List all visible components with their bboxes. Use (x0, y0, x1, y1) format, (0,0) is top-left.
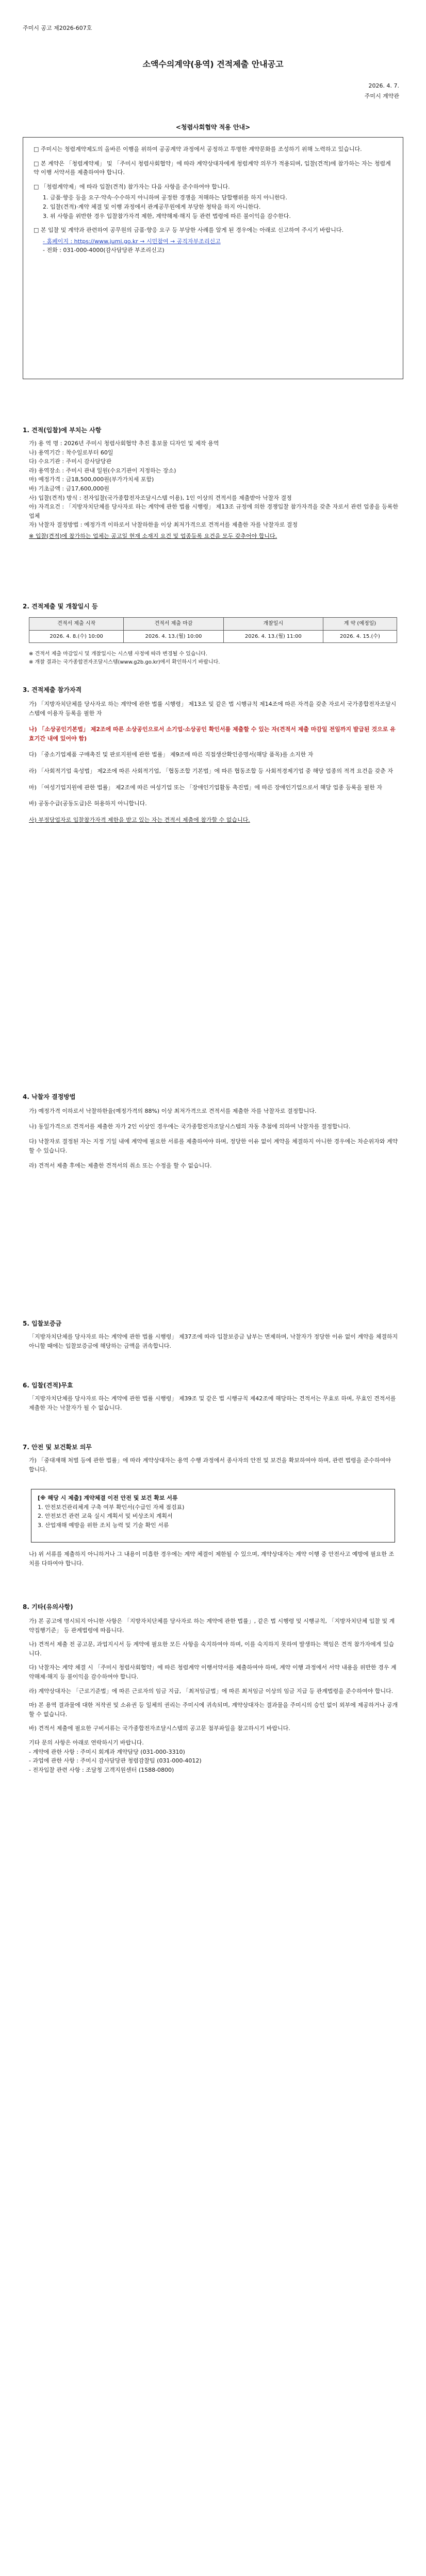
section8-para: 바) 견적서 제출에 필요한 구비서류는 국가종합전자조달시스템의 공고문 첨부파일을 참고하시기 바랍니다. (29, 1725, 290, 1732)
schedule-header: 견적서 제출 시작 (29, 618, 124, 631)
section4-body (29, 1107, 398, 1171)
section1-note: ※ 입찰(견적)에 참가하는 업체는 공고일 현재 소재지 요건 및 업종등록 요건을 모두 갖추어야 합니다. (29, 532, 277, 539)
applicability-subitem: 1. 금품·향응 등을 요구·약속·수수하지 아니하며 공정한 경쟁을 저해하는 담합행위를 하지 아니한다. (43, 194, 287, 201)
section7-after: 나) 위 서류를 제출하지 아니하거나 그 내용이 미흡한 경우에는 계약 체결이 제한될 수 있으며, 계약상대자는 계약 이행 중 안전사고 예방에 필요한 조치를 다하여야 합니다. (29, 1551, 395, 1567)
section1-item: 바) 기초금액 : 금17,600,000원 (29, 485, 109, 492)
section1-item: 가) 용 역 명 : 2026년 주미시 청렴사회협약 추진 홍보물 디자인 및 제작 용역 (29, 440, 219, 447)
section7-body: 가) 「중대재해 처벌 등에 관한 법률」에 따라 계약상대자는 용역 수행 과정에서 종사자의 안전 및 보건을 확보하여야 하며, 관련 법령을 준수하여야 합니다. (29, 1457, 391, 1473)
section5-body: 「지방자치단체를 당사자로 하는 계약에 관한 법률 시행령」 제37조에 따라 입찰보증금 납부는 면제하며, 낙찰자가 정당한 이유 없이 계약을 체결하지 아니할 때에는 입찰보증금에 해당하는 금액을 귀속합니다. (29, 1333, 398, 1349)
section5-heading: 5. 입찰보증금 (23, 1320, 62, 1327)
contact-line: - 전자입찰 관련 사항 : 조달청 고객지원센터 (1588-0800) (29, 1766, 174, 1773)
applicability-box (23, 137, 403, 379)
schedule-header: 개찰일시 (223, 618, 323, 631)
section4-heading: 4. 낙찰자 결정방법 (23, 1093, 76, 1100)
section1-item: 자) 낙찰자 결정방법 : 예정가격 이하로서 낙찰하한율 이상 최저가격으로 견적서를 제출한 자를 낙찰자로 결정 (29, 521, 298, 529)
section2-notes (29, 650, 397, 666)
section3-para: 마) 「여성기업지원에 관한 법률」 제2조에 따른 여성기업 또는 「장애인기업활동 촉진법」에 따른 장애인기업으로서 해당 업종 등록을 필한 자 (29, 784, 383, 791)
applicability-item: □ 본 계약은 「청렴계약제」 및 「주미시 청렴사회협약」에 따라 계약상대자에게 청렴계약 의무가 적용되며, 입찰(견적)에 참가하는 자는 청렴계약 이행 서약서를 제출하여야 합니다. (34, 160, 391, 176)
section1-item: 나) 용역기간 : 착수일로부터 60일 (29, 449, 113, 456)
applicability-subitem: 2. 입찰(견적)·계약 체결 및 이행 과정에서 관계공무원에게 부당한 청탁을 하지 아니한다. (43, 203, 261, 210)
section3-para: 가) 「지방자치단체를 당사자로 하는 계약에 관한 법률 시행령」 제13조 및 같은 법 시행규칙 제14조에 따른 자격을 갖춘 자로서 국가종합전자조달시스템에 이용자 등록을 필한 자 (29, 701, 397, 717)
schedule-header-row (29, 618, 397, 631)
section4-para: 다) 낙찰자로 결정된 자는 지정 기일 내에 계약에 필요한 서류를 제출하여야 하며, 정당한 이유 없이 계약을 체결하지 아니한 경우에는 차순위자와 계약할 수 있습니다. (29, 1138, 398, 1154)
schedule-table (29, 617, 397, 643)
section3-para: 사) 부정당업자로 입찰참가자격 제한을 받고 있는 자는 견적서 제출에 참가할 수 없습니다. (29, 816, 250, 823)
section8-para: 라) 계약상대자는 「근로기준법」에 따른 근로자의 임금 지급, 「최저임금법」에 따른 최저임금 이상의 임금 지급 등 관계법령을 준수하여야 합니다. (29, 1687, 394, 1694)
schedule-row (29, 630, 397, 643)
section1-heading: 1. 견적(입찰)에 부치는 사항 (23, 427, 102, 434)
schedule-header: 견적서 제출 마감 (124, 618, 223, 631)
safety-box-line: 3. 산업재해 예방을 위한 조치 능력 및 기술 확인 서류 (38, 1521, 169, 1529)
section3-body (29, 700, 398, 824)
report-homepage-link[interactable]: - 홈페이지 : https://www.jumi.go.kr → 시민참여 → 공직자부조리신고 (43, 238, 221, 245)
section2-note: ※ 견적서 제출 마감일시 및 개찰일시는 시스템 사정에 따라 변경될 수 있습니다. (29, 651, 207, 657)
section1-item: 라) 용역장소 : 주미시 관내 일원(수요기관이 지정하는 장소) (29, 467, 176, 474)
applicability-subitem: 3. 위 사항을 위반한 경우 입찰참가자격 제한, 계약해제·해지 등 관련 법령에 따른 불이익을 감수한다. (43, 212, 291, 219)
section8-heading: 8. 기타(유의사항) (23, 1603, 73, 1611)
report-phone: - 전화 : 031-000-4000(감사담당관 부조리신고) (43, 247, 165, 254)
section1-item: 마) 예정가격 : 금18,500,000원(부가가치세 포함) (29, 476, 154, 483)
section1-item: 다) 수요기관 : 주미시 감사담당관 (29, 458, 112, 465)
section2-heading: 2. 견적제출 및 개찰일시 등 (23, 603, 98, 610)
safety-box-line: 2. 안전보건 관련 교육 실시 계획서 및 비상조치 계획서 (38, 1513, 173, 1520)
schedule-header: 계 약 (예정일) (323, 618, 397, 631)
contact-line: - 계약에 관한 사항 : 주미시 회계과 계약담당 (031-000-3310) (29, 1748, 185, 1755)
applicability-heading: <청렴사회협약 적용 안내> (175, 124, 251, 131)
section1-item: 사) 입찰(견적) 방식 : 전자입찰(국가종합전자조달시스템 이용), 1인 이상의 견적서를 제출받아 낙찰자 결정 (29, 494, 292, 501)
applicability-item: □ 「청렴계약제」에 따라 입찰(견적) 참가자는 다음 사항을 준수하여야 합니다. (34, 183, 230, 190)
notice-date: 2026. 4. 7. (368, 82, 399, 89)
notice-number: 주미시 공고 제2026-607호 (23, 25, 92, 31)
section4-para: 가) 예정가격 이하로서 낙찰하한율(예정가격의 88%) 이상 최저가격으로 견적서를 제출한 자를 낙찰자로 결정합니다. (29, 1108, 317, 1114)
section8-body (29, 1617, 398, 1774)
section3-para: 라) 「사회적기업 육성법」 제2조에 따른 사회적기업, 「협동조합 기본법」에 따른 협동조합 등 사회적경제기업 중 해당 업종의 적격 요건을 갖춘 자 (29, 767, 394, 774)
section4-para: 나) 동일가격으로 견적서를 제출한 자가 2인 이상인 경우에는 국가종합전자조달시스템의 자동 추첨에 의하여 낙찰자를 결정합니다. (29, 1123, 351, 1130)
section8-para: 나) 견적서 제출 전 공고문, 과업지시서 등 계약에 필요한 모든 사항을 숙지하여야 하며, 이를 숙지하지 못하여 발생하는 책임은 견적 참가자에게 있습니다. (29, 1641, 395, 1657)
schedule-cell: 2026. 4. 13.(월) 10:00 (124, 630, 223, 643)
safety-box-line: 1. 안전보건관리체계 구축 여부 확인서(수급인 자체 점검표) (38, 1503, 185, 1511)
section1-body (29, 439, 400, 541)
applicability-item: □ 본 입찰 및 계약과 관련하여 공무원의 금품·향응 요구 등 부당한 사례를 알게 된 경우에는 아래로 신고하여 주시기 바랍니다. (34, 227, 343, 234)
section8-para: 가) 본 공고에 명시되지 아니한 사항은 「지방자치단체를 당사자로 하는 계약에 관한 법률」, 같은 법 시행령 및 시행규칙, 「지방자치단체 입찰 및 계약집행기준」 등 관계법령에 따릅니다. (29, 1618, 395, 1634)
section7-heading: 7. 안전 및 보건확보 의무 (23, 1444, 92, 1451)
notice-issuer: 주미시 계약관 (364, 93, 399, 99)
page-title: 소액수의계약(용역) 견적제출 안내공고 (142, 59, 284, 69)
schedule-cell: 2026. 4. 13.(월) 11:00 (223, 630, 323, 643)
section3-heading: 3. 견적제출 참가자격 (23, 686, 82, 693)
section4-para: 라) 견적서 제출 후에는 제출한 견적서의 취소 또는 수정을 할 수 없습니다. (29, 1162, 212, 1170)
safety-box-title: [※ 해당 시 제출] 계약체결 이전 안전 및 보건 확보 서류 (38, 1495, 178, 1501)
schedule-cell: 2026. 4. 15.(수) (323, 630, 397, 643)
section3-para: 나) 「소상공인기본법」 제2조에 따른 소상공인으로서 소기업·소상공인 확인서를 제출할 수 있는 자(견적서 제출 마감일 전일까지 발급된 것으로 유효기간 내에 있어야 함) (29, 726, 396, 742)
section8-para: 다) 낙찰자는 계약 체결 시 「주미시 청렴사회협약」에 따른 청렴계약 이행서약서를 제출하여야 하며, 계약 이행 과정에서 서약 내용을 위반한 경우 계약해제·해지 등 불이익을 감수하여야 합니다. (29, 1664, 397, 1680)
section6-heading: 6. 입찰(견적)무효 (23, 1382, 73, 1389)
section3-para: 다) 「중소기업제품 구매촉진 및 판로지원에 관한 법률」 제9조에 따른 직접생산확인증명서(해당 품목)를 소지한 자 (29, 751, 314, 758)
applicability-item: □ 주미시는 청렴계약제도의 올바른 이행을 위하여 공공계약 과정에서 공정하고 투명한 계약문화를 조성하기 위해 노력하고 있습니다. (34, 146, 362, 152)
contact-line: 기타 문의 사항은 아래로 연락하시기 바랍니다. (29, 1739, 144, 1746)
schedule-cell: 2026. 4. 8.(수) 10:00 (29, 630, 124, 643)
contact-line: - 과업에 관한 사항 : 주미시 감사담당관 청렴감찰팀 (031-000-4012) (29, 1757, 202, 1765)
section3-para: 바) 공동수급(공동도급)은 허용하지 아니합니다. (29, 800, 147, 807)
safety-documents-box (31, 1489, 395, 1543)
section6-body: 「지방자치단체를 당사자로 하는 계약에 관한 법률 시행령」 제39조 및 같은 법 시행규칙 제42조에 해당하는 견적서는 무효로 하며, 무효인 견적서를 제출한 자는 낙찰자가 될 수 없습니다. (29, 1395, 396, 1411)
section1-item: 아) 자격요건 : 「지방자치단체를 당사자로 하는 계약에 관한 법률 시행령」 제13조 규정에 의한 경쟁입찰 참가자격을 갖춘 자로서 관련 업종을 등록한 업체 (29, 503, 399, 519)
section2-note: ※ 개찰 결과는 국가종합전자조달시스템(www.g2b.go.kr)에서 확인하시기 바랍니다. (29, 659, 220, 665)
section8-para: 마) 본 용역 결과물에 대한 저작권 및 소유권 등 일체의 권리는 주미시에 귀속되며, 계약상대자는 결과물을 주미시의 승인 없이 외부에 제공하거나 공개할 수 없습니다. (29, 1702, 398, 1718)
